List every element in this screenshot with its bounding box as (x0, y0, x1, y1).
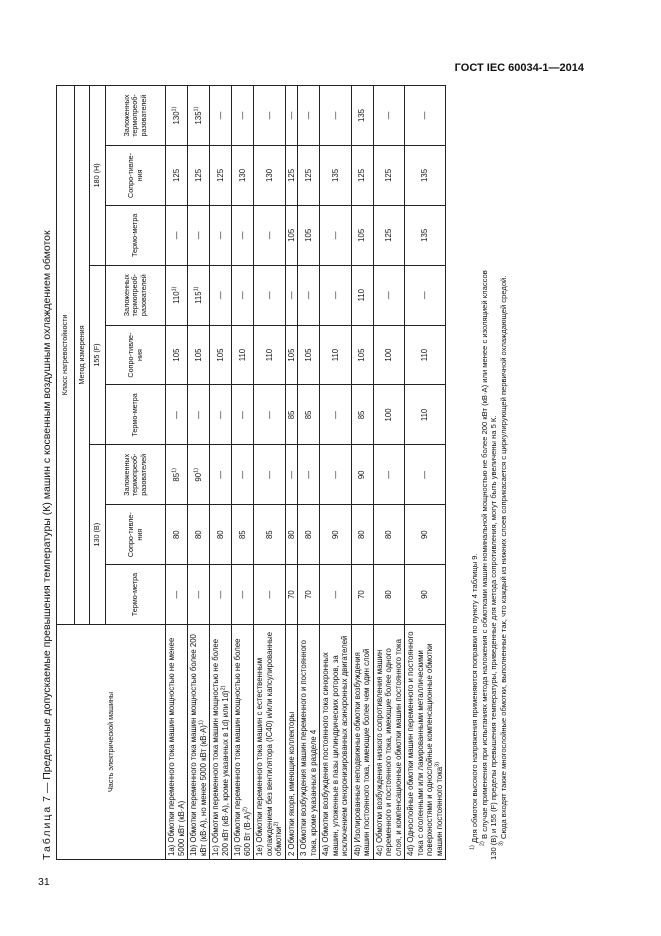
value-cell (188, 445, 210, 505)
value-cell (405, 265, 446, 325)
value-cell (232, 86, 254, 146)
value-footnote-mark: 1) (193, 106, 200, 112)
value-text: 90 (357, 470, 367, 480)
value-text: — (264, 231, 274, 240)
value-cell (254, 505, 286, 565)
value-cell (285, 265, 298, 325)
value-cell (351, 205, 373, 265)
value-cell (210, 205, 232, 265)
value-text: 135 (330, 168, 340, 182)
value-footnote-mark: 1) (171, 286, 178, 292)
value-text: 105 (357, 348, 367, 362)
value-cell (351, 325, 373, 385)
footnote-text: Сюда входят также многослойные обмотки, выполненные так, что каждый из нижних слоев соприкасается с циркулирующей первичной охлаждающей средой. (499, 275, 509, 839)
value-text: 125 (193, 168, 203, 182)
value-cell (254, 385, 286, 445)
table-row (188, 86, 210, 860)
value-text: 110 (264, 348, 274, 362)
value-text: — (215, 111, 225, 120)
footnote-line (489, 85, 499, 860)
value-cell (188, 205, 210, 265)
value-cell (351, 505, 373, 565)
value-text: 130 (264, 168, 274, 182)
row-part-footnote-mark: 3) (433, 761, 440, 767)
footnote-text: 130 (B) и 155 (F) пределы превышения температуры, приведенные для метода сопротивления, могут быть увеличены на 5 К. (489, 415, 499, 860)
value-cell (320, 565, 352, 625)
footnote-text: В случае применения при испытаниях метода наложения с обмотками машин номинальной мощностью не более 200 кВт (кВ·А) или менее с изоляцией классов (479, 270, 489, 839)
value-cell (320, 205, 352, 265)
value-text: — (264, 111, 274, 120)
value-text: 100 (384, 348, 393, 362)
value-cell (188, 86, 210, 146)
value-cell (298, 146, 320, 206)
value-cell (254, 325, 286, 385)
row-part-label (210, 625, 232, 860)
value-cell (188, 325, 210, 385)
value-text: 110 (357, 288, 367, 302)
value-cell (166, 445, 188, 505)
page-number: 31 (38, 876, 50, 888)
value-text: 115 (193, 291, 203, 304)
value-cell (298, 325, 320, 385)
value-text: — (384, 111, 393, 120)
table-row (285, 86, 298, 860)
value-text: — (215, 291, 225, 300)
value-text: 100 (384, 408, 393, 422)
value-footnote-mark: 1) (171, 106, 178, 112)
value-text: 90 (420, 590, 430, 599)
value-cell (405, 565, 446, 625)
footnote-mark: 3) (498, 841, 505, 846)
value-text: 80 (193, 530, 203, 540)
row-part-footnote-mark: 1) (197, 720, 204, 726)
value-text: 135 (357, 109, 367, 123)
row-part-text: 4d) Однослойные обмотки машин переменного и постоянного тока с оголенными или лакированными металлическими поверхностями и однослойные компенсационные обмотки машин постоянного тока (406, 631, 444, 856)
value-cell (373, 445, 405, 505)
value-cell (210, 86, 232, 146)
value-text: 85 (303, 410, 313, 420)
value-cell (285, 205, 298, 265)
value-footnote-mark: 1) (171, 468, 178, 473)
value-text: — (303, 291, 313, 300)
value-text: 110 (171, 291, 181, 304)
row-part-label (166, 625, 188, 860)
value-text: 70 (357, 590, 367, 599)
value-text: 125 (384, 168, 393, 182)
header-class-155: 155 (F) (90, 265, 106, 445)
value-cell (166, 565, 188, 625)
value-cell (351, 146, 373, 206)
document-code: ГОСТ IEC 60034-1—2014 (454, 62, 584, 74)
value-cell (351, 385, 373, 445)
value-text: 125 (303, 168, 313, 182)
row-part-label (373, 625, 405, 860)
value-cell (210, 265, 232, 325)
value-cell (232, 505, 254, 565)
table-row (166, 86, 188, 860)
value-text: — (264, 470, 274, 479)
table-row (298, 86, 320, 860)
row-part-text: 1e) Обмотки переменного тока машин с естественным охлаждением без вентилятора (IC40) и/или капсулированные обмотки (255, 631, 283, 856)
value-text: 80 (286, 530, 296, 540)
row-part-label (254, 625, 286, 860)
value-text: 130 (237, 168, 247, 182)
value-cell (351, 565, 373, 625)
value-text: 85 (286, 410, 296, 420)
value-text: 85 (357, 410, 367, 420)
value-text: — (237, 411, 247, 419)
value-cell (320, 445, 352, 505)
value-text: — (384, 470, 393, 479)
method-header: Сопро-тивле-ния (106, 325, 166, 385)
value-cell (373, 505, 405, 565)
value-cell (210, 146, 232, 206)
value-text: 80 (171, 530, 181, 540)
header-class: Класс нагревостойкости (57, 86, 75, 625)
value-cell (188, 385, 210, 445)
value-text: 110 (330, 348, 340, 362)
footnote-mark: 2) (479, 841, 486, 846)
value-text: 80 (303, 530, 313, 540)
method-header: Термо-метра (106, 565, 166, 625)
method-header: Заложенных термопреоб-разователей (106, 445, 166, 505)
row-part-label (232, 625, 254, 860)
value-text: — (237, 111, 247, 120)
footnotes (470, 85, 509, 860)
value-text: — (264, 590, 274, 599)
value-text: 90 (420, 530, 430, 540)
value-cell (188, 265, 210, 325)
value-cell (232, 445, 254, 505)
value-cell (298, 265, 320, 325)
value-cell (405, 205, 446, 265)
method-header: Сопро-тивле-ния (106, 146, 166, 206)
value-cell (373, 385, 405, 445)
value-text: 105 (303, 228, 313, 242)
value-cell (232, 205, 254, 265)
value-text: 80 (357, 530, 367, 540)
value-cell (166, 205, 188, 265)
value-cell (405, 146, 446, 206)
value-text: 70 (286, 590, 296, 599)
value-cell (254, 146, 286, 206)
value-cell (285, 505, 298, 565)
value-cell (320, 385, 352, 445)
value-cell (232, 385, 254, 445)
rotated-table-sheet (38, 85, 576, 860)
row-part-label (351, 625, 373, 860)
value-cell (210, 385, 232, 445)
value-text: 110 (420, 408, 430, 422)
value-text: — (171, 231, 181, 240)
value-text: 110 (420, 348, 430, 362)
table-row (405, 86, 446, 860)
table-row (320, 86, 352, 860)
value-cell (320, 265, 352, 325)
value-cell (232, 146, 254, 206)
row-part-text: 3 Обмотки возбуждения машин переменного и постоянного тока, кроме указанных в разделе 4 (299, 640, 318, 856)
value-cell (351, 265, 373, 325)
value-text: 105 (286, 348, 296, 362)
value-text: 105 (303, 348, 313, 362)
value-text: — (264, 291, 274, 300)
value-text: 125 (215, 168, 225, 182)
value-cell (166, 325, 188, 385)
value-text: — (420, 111, 430, 120)
table-row (210, 86, 232, 860)
value-text: 80 (384, 530, 393, 540)
header-part: Часть электрической машины (57, 625, 166, 860)
value-text: 105 (215, 348, 225, 362)
value-cell (232, 265, 254, 325)
value-text: 80 (384, 590, 393, 599)
value-text: 125 (171, 168, 181, 182)
row-part-text: 4а) Обмотки возбуждения постоянного тока синхронных машин, уложенные в пазы цилиндрических роторов, за исключением синхронизированных асинхронных двигателей (321, 635, 349, 856)
value-text: — (330, 291, 340, 300)
value-cell (405, 445, 446, 505)
row-part-label (285, 625, 298, 860)
value-text: 90 (193, 472, 203, 482)
row-part-text: 1d) Обмотки переменного тока машин мощностью не более 600 Вт (В·А) (233, 638, 252, 856)
value-text: — (171, 411, 181, 419)
method-header: Заложенных термопреоб-разователей (106, 86, 166, 146)
value-cell (166, 505, 188, 565)
value-text: 85 (237, 530, 247, 540)
value-cell (232, 565, 254, 625)
footnote-text: Для обмоток высокого напряжения применяются поправки по пункту 4 таблицы 9. (470, 553, 479, 843)
value-cell (351, 445, 373, 505)
row-part-text: 4b) Изолированные неподвижные обмотки возбуждения машин постоянного тока, имеющие более чем один слой (352, 648, 371, 856)
value-text: — (330, 590, 340, 599)
value-cell (188, 565, 210, 625)
value-cell (232, 325, 254, 385)
value-text: 85 (264, 530, 274, 540)
value-cell (373, 325, 405, 385)
value-text: — (193, 590, 203, 599)
value-cell (351, 86, 373, 146)
value-text: 130 (171, 111, 181, 125)
footnote-line (499, 85, 509, 860)
row-part-label (188, 625, 210, 860)
value-text: — (237, 590, 247, 599)
value-text: 135 (193, 111, 203, 125)
value-cell (254, 86, 286, 146)
row-part-text: 1с) Обмотки переменного тока машин мощностью не более 200 кВт (кВ·А), кроме указанных в 1d) или 1d) (211, 638, 230, 856)
table-caption (41, 85, 53, 860)
value-cell (210, 445, 232, 505)
value-cell (210, 325, 232, 385)
value-cell (285, 565, 298, 625)
row-part-text: 4c) Обмотки возбуждения низкого сопротивления машин переменного и постоянного тока, имеющие более одного слоя, и компенсационные обмотки машин постоянного тока (374, 639, 403, 856)
value-text: — (420, 291, 430, 300)
table-row (254, 86, 286, 860)
row-part-footnote-mark: 2) (219, 685, 226, 691)
table-row (232, 86, 254, 860)
value-cell (373, 565, 405, 625)
value-text: 105 (171, 348, 181, 362)
value-text: — (384, 291, 393, 300)
method-header: Термо-метра (106, 205, 166, 265)
value-cell (405, 86, 446, 146)
header-class-180: 180 (H) (90, 86, 106, 266)
value-cell (188, 146, 210, 206)
header-method: Метод измерения (75, 86, 90, 625)
value-cell (254, 445, 286, 505)
value-cell (210, 565, 232, 625)
value-text: — (193, 411, 203, 419)
method-header: Сопро-тивле-ния (106, 505, 166, 565)
value-text: 110 (237, 348, 247, 362)
value-cell (254, 205, 286, 265)
value-cell (298, 445, 320, 505)
value-cell (188, 505, 210, 565)
value-text: — (193, 231, 203, 240)
value-cell (210, 505, 232, 565)
value-cell (373, 86, 405, 146)
value-text: 105 (193, 348, 203, 362)
value-cell (166, 146, 188, 206)
value-cell (285, 146, 298, 206)
value-cell (166, 265, 188, 325)
value-cell (298, 205, 320, 265)
value-text: — (330, 470, 340, 479)
value-text: 105 (357, 228, 367, 242)
value-text: — (237, 231, 247, 240)
row-part-text: 1а) Обмотки переменного тока машин мощностью не менее 5000 кВт (кВ·А) (167, 637, 186, 856)
row-part-label (405, 625, 446, 860)
value-cell (373, 146, 405, 206)
value-text: — (264, 411, 274, 419)
row-part-text: 1b) Обмотки переменного тока машин мощностью более 200 кВт (кВ·А), но менее 5000 кВт (кВ·А) (189, 634, 208, 856)
value-text: — (215, 411, 225, 419)
value-text: — (171, 590, 181, 599)
caption-label: Таблица (41, 804, 53, 860)
value-cell (405, 325, 446, 385)
value-cell (320, 325, 352, 385)
value-cell (166, 385, 188, 445)
temperature-rise-table (56, 85, 446, 860)
value-footnote-mark: 1) (193, 286, 200, 292)
value-text: 125 (286, 168, 296, 182)
table-row (373, 86, 405, 860)
header-class-130: 130 (B) (90, 445, 106, 625)
value-cell (320, 146, 352, 206)
value-text: 135 (420, 168, 430, 182)
value-text: — (237, 291, 247, 300)
value-text: — (215, 470, 225, 479)
row-part-label (298, 625, 320, 860)
caption-text: 7 — Предельные допускаемые превышения температуры (К) машин с косвенным воздушным охлаждением обмоток (41, 230, 53, 805)
value-text: — (215, 590, 225, 599)
value-text: 90 (330, 530, 340, 540)
value-cell (405, 385, 446, 445)
value-cell (405, 505, 446, 565)
value-cell (254, 565, 286, 625)
value-cell (298, 385, 320, 445)
value-text: — (286, 111, 296, 120)
footnote-mark: 1) (469, 845, 476, 850)
value-text: 125 (384, 228, 393, 242)
row-part-label (320, 625, 352, 860)
row-part-text: 2 Обмотки якоря, имеющие коллекторы (286, 711, 296, 856)
value-text: — (303, 470, 313, 479)
footnote-line (480, 85, 490, 860)
value-text: — (215, 231, 225, 240)
value-cell (166, 86, 188, 146)
value-text: 125 (357, 168, 367, 182)
footnote-line (470, 85, 480, 860)
value-text: 105 (286, 228, 296, 242)
value-cell (285, 445, 298, 505)
table-body (166, 86, 446, 860)
value-cell (373, 265, 405, 325)
value-text: — (330, 411, 340, 419)
value-cell (298, 505, 320, 565)
value-cell (298, 565, 320, 625)
value-text: — (330, 231, 340, 240)
value-cell (373, 205, 405, 265)
value-text: — (303, 111, 313, 120)
value-cell (298, 86, 320, 146)
value-text: 70 (303, 590, 313, 599)
value-cell (320, 86, 352, 146)
value-cell (285, 385, 298, 445)
method-header: Термо-метра (106, 385, 166, 445)
value-text: — (237, 470, 247, 479)
value-text: 85 (171, 472, 181, 482)
value-text: — (286, 291, 296, 300)
value-cell (285, 325, 298, 385)
value-cell (254, 265, 286, 325)
value-cell (320, 505, 352, 565)
row-part-footnote-mark: 2) (241, 807, 248, 812)
value-text: — (286, 470, 296, 479)
value-text: — (420, 470, 430, 479)
table-row (351, 86, 373, 860)
value-text: 135 (420, 228, 430, 242)
value-footnote-mark: 1) (193, 468, 200, 473)
value-cell (285, 86, 298, 146)
row-part-footnote-mark: 2) (273, 821, 280, 827)
method-header: Заложенных термопреоб-разователей (106, 265, 166, 325)
value-text: — (330, 111, 340, 120)
value-text: 80 (215, 530, 225, 540)
